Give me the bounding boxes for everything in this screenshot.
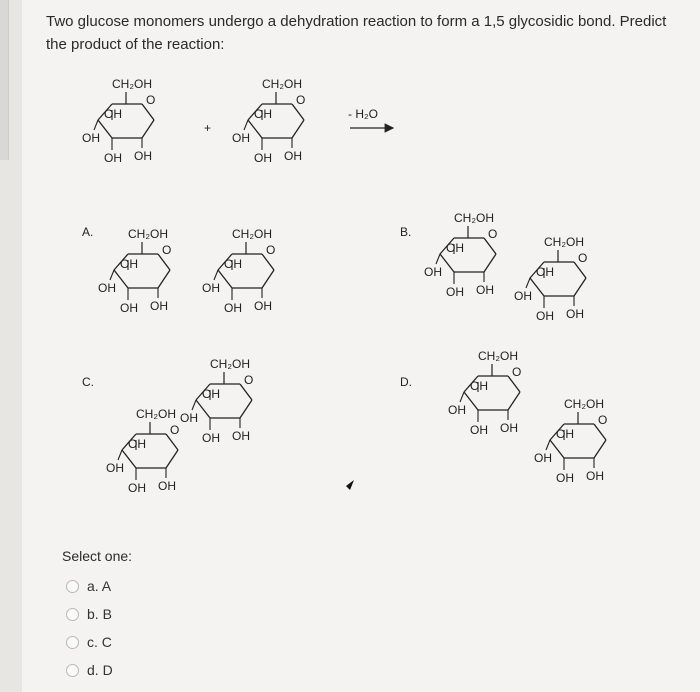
ring-bond (248, 120, 262, 138)
oh-label: OH (224, 257, 242, 271)
ring-bond (240, 400, 252, 418)
ch2oh-label: CH₂OH (210, 357, 250, 371)
glucose-ring-b-2 (526, 250, 586, 308)
ring-oxygen-label: O (162, 243, 172, 257)
oh-label: OH (500, 421, 518, 435)
oh-label: OH (536, 265, 554, 279)
ring-bond (550, 440, 564, 458)
oh-label: OH (586, 469, 604, 483)
ring-oxygen-label: O (296, 93, 306, 107)
oh-bond (110, 270, 114, 280)
choice-a-label: a. A (87, 578, 112, 594)
ring-bond (574, 278, 586, 296)
ch2oh-label: CH₂OH (128, 227, 168, 241)
ring-bond (98, 120, 112, 138)
ring-bond (464, 392, 478, 410)
ring-oxygen-label: O (244, 373, 254, 387)
ch2oh-label: CH₂OH (478, 349, 518, 363)
oh-label: OH (202, 281, 220, 295)
ring-bond (262, 270, 274, 288)
ring-bond (484, 254, 496, 272)
oh-label: OH (98, 281, 116, 295)
ch2oh-label: CH₂OH (454, 211, 494, 225)
glucose-ring-reactant-1 (94, 92, 154, 150)
left-margin-bar (0, 0, 9, 160)
oh-label: OH (424, 265, 442, 279)
select-one-label: Select one: (62, 548, 133, 564)
ring-bond (594, 440, 606, 458)
ring-bond (218, 270, 232, 288)
oh-label: OH (470, 379, 488, 393)
oh-label: OH (446, 285, 464, 299)
glucose-ring-reactant-2 (244, 92, 304, 150)
choice-a[interactable] (66, 572, 113, 600)
ring-bond (440, 254, 454, 272)
oh-label: OH (202, 387, 220, 401)
oh-label: OH (254, 107, 272, 121)
reaction-figure (58, 62, 658, 542)
glucose-ring-d-2 (546, 412, 606, 470)
ch2oh-label: CH₂OH (232, 227, 272, 241)
oh-label: OH (150, 299, 168, 313)
ring-bond (530, 278, 544, 296)
glucose-ring-d-1 (460, 364, 520, 422)
ch2oh-label: CH₂OH (136, 407, 176, 421)
dehydration-label: - H₂O (348, 107, 378, 121)
oh-label: OH (446, 241, 464, 255)
option-a-tag: A. (82, 225, 94, 239)
ring-bond (158, 270, 170, 288)
oh-label: OH (106, 461, 124, 475)
oh-label: OH (284, 149, 302, 163)
oh-label: OH (232, 429, 250, 443)
choice-b[interactable] (66, 600, 113, 628)
choice-b-label: b. B (87, 606, 112, 622)
oh-label: OH (134, 149, 152, 163)
oh-label: OH (514, 289, 532, 303)
oh-label: OH (82, 131, 100, 145)
choice-c[interactable] (66, 628, 113, 656)
answer-choices (66, 572, 113, 684)
oh-label: OH (254, 299, 272, 313)
oh-label: OH (120, 257, 138, 271)
ch2oh-label: CH₂OH (262, 77, 302, 91)
ring-bond (508, 392, 520, 410)
ring-bond (142, 120, 154, 138)
ring-oxygen-label: O (170, 423, 180, 437)
oh-bond (526, 278, 530, 288)
oh-label: OH (120, 301, 138, 315)
ring-bond (292, 120, 304, 138)
oh-bond (546, 440, 550, 450)
oh-bond (460, 392, 464, 402)
oh-label: OH (476, 283, 494, 297)
oh-label: OH (104, 151, 122, 165)
oh-bond (244, 120, 248, 130)
choice-d-label: d. D (87, 662, 113, 678)
ring-oxygen-label: O (488, 227, 498, 241)
oh-label: OH (556, 471, 574, 485)
oh-label: OH (104, 107, 122, 121)
oh-label: OH (128, 437, 146, 451)
ring-oxygen-label: O (266, 243, 276, 257)
option-b-tag: B. (400, 225, 412, 239)
ring-oxygen-label: O (578, 251, 588, 265)
mouse-cursor (346, 480, 354, 490)
oh-bond (192, 400, 196, 410)
radio-d[interactable] (66, 664, 79, 677)
oh-label: OH (534, 451, 552, 465)
oh-label: OH (254, 151, 272, 165)
oh-bond (94, 120, 98, 130)
oh-label: OH (224, 301, 242, 315)
ring-bond (114, 270, 128, 288)
oh-label: OH (536, 309, 554, 323)
oh-label: OH (128, 481, 146, 495)
oh-bond (214, 270, 218, 280)
glucose-ring-c-2 (118, 422, 178, 480)
ch2oh-label: CH₂OH (544, 235, 584, 249)
ring-oxygen-label: O (512, 365, 522, 379)
oh-label: OH (202, 431, 220, 445)
ring-bond (166, 450, 178, 468)
ring-oxygen-label: O (598, 413, 608, 427)
radio-b[interactable] (66, 608, 79, 621)
oh-label: OH (556, 427, 574, 441)
ring-bond (196, 400, 210, 418)
ring-oxygen-label: O (146, 93, 156, 107)
oh-label: OH (470, 423, 488, 437)
reaction-diagram (58, 62, 658, 542)
oh-bond (436, 254, 440, 264)
ch2oh-label: CH₂OH (564, 397, 604, 411)
radio-c[interactable] (66, 636, 79, 649)
choice-c-label: c. C (87, 634, 112, 650)
ch2oh-label: CH₂OH (112, 77, 152, 91)
ring-bond (122, 450, 136, 468)
option-d-tag: D. (400, 375, 412, 389)
oh-bond (118, 450, 122, 460)
glucose-ring-a-1 (110, 242, 170, 300)
oh-label: OH (232, 131, 250, 145)
radio-a[interactable] (66, 580, 79, 593)
oh-label: OH (158, 479, 176, 493)
question-line-1: Two glucose monomers undergo a dehydration reaction to form a 1,5 glycosidic bond. Predict (46, 13, 667, 30)
choice-d[interactable] (66, 656, 113, 684)
glucose-ring-c-1 (192, 372, 252, 430)
option-c-tag: C. (82, 375, 94, 389)
glucose-ring-b-1 (436, 226, 496, 284)
plus-sign: + (204, 121, 212, 135)
oh-label: OH (448, 403, 466, 417)
oh-label: OH (566, 307, 584, 321)
question-text (46, 10, 676, 56)
glucose-ring-a-2 (214, 242, 274, 300)
oh-label: OH (180, 411, 198, 425)
question-line-2: the product of the reaction: (46, 36, 225, 53)
